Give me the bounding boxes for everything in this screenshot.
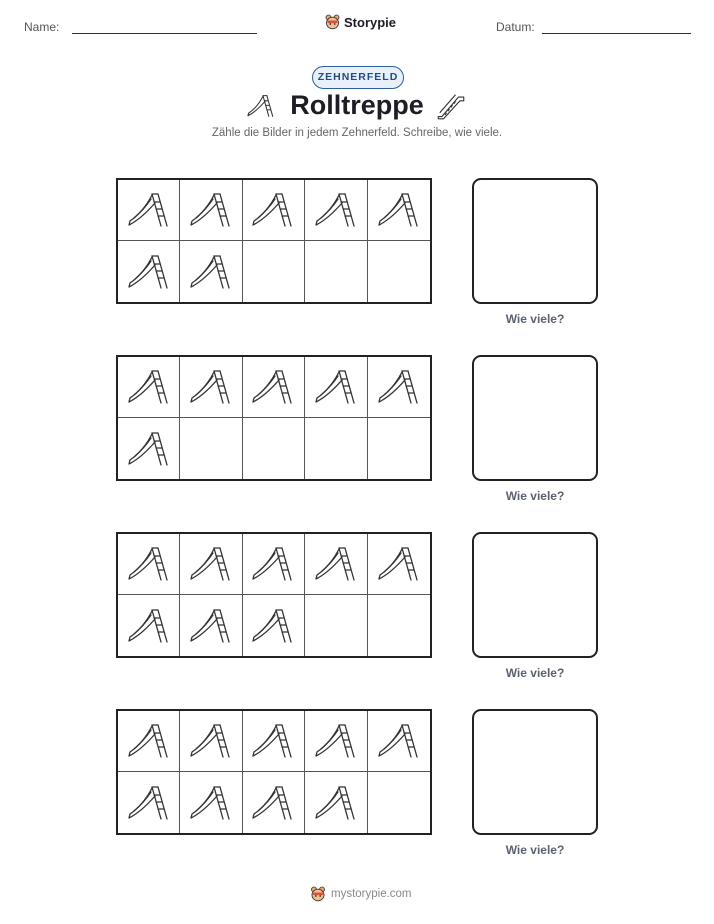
slide-icon bbox=[376, 721, 422, 761]
ten-frame-cell bbox=[368, 180, 430, 241]
answer-label: Wie viele? bbox=[505, 666, 565, 680]
slide-icon bbox=[376, 190, 422, 230]
ten-frame-cell bbox=[180, 241, 242, 302]
slide-icon bbox=[250, 190, 296, 230]
ten-frame-cell bbox=[180, 711, 242, 772]
ten-frame-cell bbox=[305, 357, 367, 418]
ten-frame-cell bbox=[118, 772, 180, 833]
ten-frame-cell bbox=[118, 595, 180, 656]
ten-frame-cell bbox=[118, 241, 180, 302]
answer-box[interactable] bbox=[472, 178, 598, 304]
slide-icon bbox=[376, 544, 422, 584]
ten-frame bbox=[116, 178, 432, 304]
ten-frame-cell bbox=[118, 180, 180, 241]
ten-frame-cell bbox=[118, 357, 180, 418]
slide-icon bbox=[126, 544, 172, 584]
ten-frame-cell bbox=[368, 418, 430, 479]
slide-icon bbox=[250, 783, 296, 823]
slide-icon bbox=[126, 252, 172, 292]
slide-icon bbox=[313, 544, 359, 584]
name-line[interactable] bbox=[72, 33, 257, 34]
slide-icon bbox=[250, 721, 296, 761]
slide-icon bbox=[250, 606, 296, 646]
slide-icon bbox=[188, 783, 234, 823]
footer bbox=[310, 886, 412, 902]
slide-icon bbox=[188, 721, 234, 761]
ten-frame-cell bbox=[180, 772, 242, 833]
ten-frame-cell bbox=[368, 534, 430, 595]
slide-icon bbox=[313, 367, 359, 407]
slide-icon bbox=[126, 429, 172, 469]
ten-frame-cell bbox=[243, 418, 305, 479]
ten-frame-cell bbox=[180, 534, 242, 595]
ten-frame-cell bbox=[243, 772, 305, 833]
ten-frame-cell bbox=[243, 595, 305, 656]
ten-frame-cell bbox=[305, 534, 367, 595]
answer-label: Wie viele? bbox=[505, 843, 565, 857]
slide-icon bbox=[245, 93, 277, 119]
ten-frame-cell bbox=[180, 357, 242, 418]
brand-logo bbox=[325, 14, 396, 30]
category-badge: ZEHNERFELD bbox=[312, 66, 404, 89]
ten-frame-cell bbox=[243, 711, 305, 772]
mascot-icon bbox=[325, 14, 340, 30]
slide-icon bbox=[188, 190, 234, 230]
brand-name: Storypie bbox=[344, 14, 397, 30]
ten-frame-cell bbox=[368, 772, 430, 833]
ten-frame-cell bbox=[305, 711, 367, 772]
answer-label: Wie viele? bbox=[505, 312, 565, 326]
name-label: Name: bbox=[24, 20, 60, 34]
ten-frame bbox=[116, 355, 432, 481]
answer-box[interactable] bbox=[472, 532, 598, 658]
answer-box[interactable] bbox=[472, 355, 598, 481]
slide-icon bbox=[313, 721, 359, 761]
ten-frame-cell bbox=[305, 180, 367, 241]
slide-icon bbox=[188, 252, 234, 292]
slide-icon bbox=[188, 367, 234, 407]
escalator-icon bbox=[436, 92, 466, 120]
slide-icon bbox=[188, 544, 234, 584]
ten-frame-cell bbox=[368, 241, 430, 302]
ten-frame-cell bbox=[368, 357, 430, 418]
slide-icon bbox=[126, 721, 172, 761]
answer-box[interactable] bbox=[472, 709, 598, 835]
ten-frame-cell bbox=[368, 595, 430, 656]
instructions: Zähle die Bilder in jedem Zehnerfeld. Schreibe, wie viele. bbox=[211, 127, 503, 139]
ten-frame-cell bbox=[180, 180, 242, 241]
ten-frame-cell bbox=[305, 772, 367, 833]
ten-frame bbox=[116, 532, 432, 658]
ten-frame-cell bbox=[118, 534, 180, 595]
ten-frame-cell bbox=[305, 595, 367, 656]
slide-icon bbox=[313, 783, 359, 823]
ten-frame-cell bbox=[243, 241, 305, 302]
slide-icon bbox=[376, 367, 422, 407]
date-label: Datum: bbox=[496, 20, 535, 34]
ten-frame-cell bbox=[243, 357, 305, 418]
date-line[interactable] bbox=[542, 33, 691, 34]
slide-icon bbox=[250, 544, 296, 584]
answer-label: Wie viele? bbox=[505, 489, 565, 503]
slide-icon bbox=[126, 783, 172, 823]
slide-icon bbox=[250, 367, 296, 407]
mascot-icon bbox=[310, 886, 326, 902]
ten-frame bbox=[116, 709, 432, 835]
ten-frame-cell bbox=[305, 418, 367, 479]
slide-icon bbox=[313, 190, 359, 230]
ten-frame-cell bbox=[180, 595, 242, 656]
slide-icon bbox=[188, 606, 234, 646]
ten-frame-cell bbox=[243, 180, 305, 241]
ten-frame-cell bbox=[118, 418, 180, 479]
ten-frame-cell bbox=[180, 418, 242, 479]
ten-frame-cell bbox=[243, 534, 305, 595]
ten-frame-cell bbox=[368, 711, 430, 772]
worksheet-title: Rolltreppe bbox=[290, 90, 424, 120]
footer-url: mystorypie.com bbox=[331, 888, 412, 900]
ten-frame-cell bbox=[118, 711, 180, 772]
slide-icon bbox=[126, 606, 172, 646]
slide-icon bbox=[126, 190, 172, 230]
ten-frame-cell bbox=[305, 241, 367, 302]
slide-icon bbox=[126, 367, 172, 407]
